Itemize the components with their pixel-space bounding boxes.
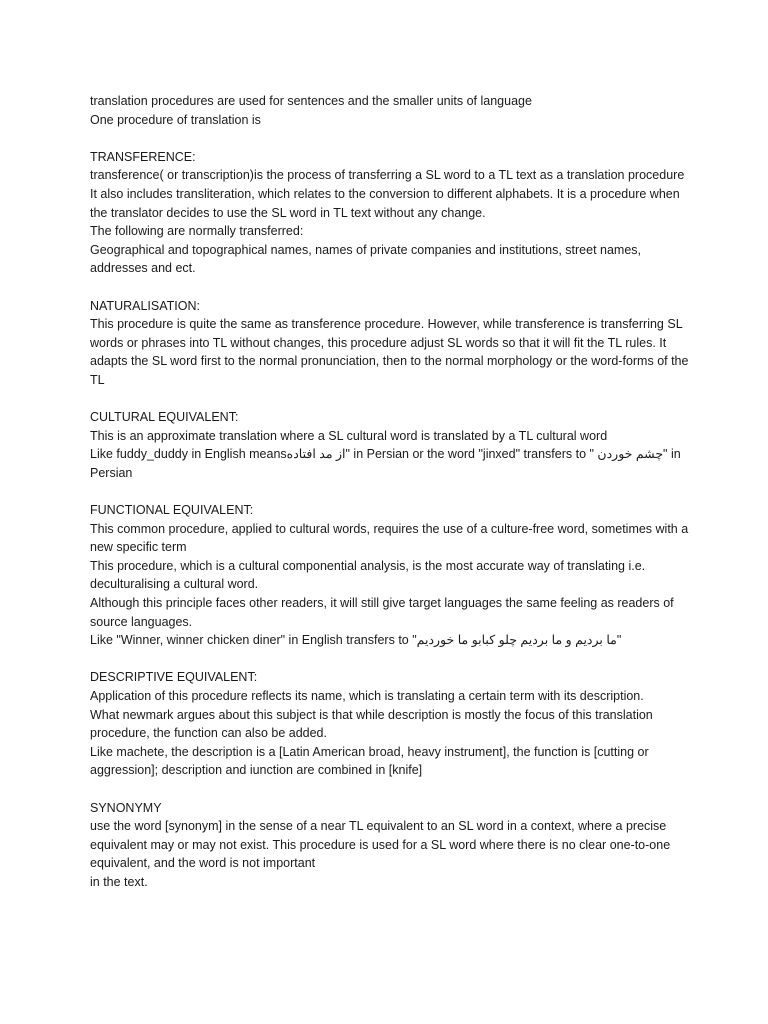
paragraph: What newmark argues about this subject is that while description is mostly the focus of this translation procedure, the function can also be added. — [90, 707, 657, 741]
section-heading-descriptive-equivalent: DESCRIPTIVE EQUIVALENT: — [90, 670, 258, 685]
paragraph: It also includes transliteration, which relates to the conversion to different alphabets. It is a procedure when the translator decides to use the SL word in TL text without any change. — [90, 186, 684, 220]
section-heading-naturalisation: NATURALISATION: — [90, 298, 200, 313]
intro-line: translation procedures are used for sentences and the smaller units of language — [90, 94, 532, 108]
paragraph: This procedure is quite the same as transference procedure. However, while transference is transferring SL words or phrases into TL without changes, this procedure adjust SL words so that it will fit the TL rules. It adapts the SL word first to the normal pronunciation, then to the normal morphology or the word-forms of the TL — [90, 317, 692, 387]
paragraph: Although this principle faces other readers, it will still give target languages the same feeling as readers of source languages. — [90, 596, 678, 629]
paragraph: Like "Winner, winner chicken diner" in English transfers to "ما بردیم و ما بردیم چلو کبابو ما خوردیم" — [90, 633, 622, 648]
paragraph: Like fuddy_duddy in English meansاز مد افتاده" in Persian or the word "jinxed" transfers to " چشم خوردن" in Persian — [90, 447, 685, 480]
paragraph: The following are normally transferred: — [90, 224, 304, 239]
intro-line: One procedure of translation is — [90, 112, 261, 127]
paragraph: in the text. — [90, 874, 148, 889]
paragraph: transference( or transcription)is the process of transferring a SL word to a TL text as a translation procedure — [90, 168, 685, 183]
paragraph: use the word [synonym] in the sense of a near TL equivalent to an SL word in a context, where a precise equivalent may or may not exist. This procedure is used for a SL word where there is no clear one-to-one equivalent, and the word is not important — [90, 819, 674, 871]
paragraph-gap — [90, 780, 690, 799]
section-heading-transference: TRANSFERENCE: — [90, 149, 196, 164]
paragraph-gap — [90, 129, 690, 148]
paragraph: This procedure, which is a cultural componential analysis, is the most accurate way of translating i.e. deculturalising a cultural word. — [90, 558, 649, 592]
paragraph: Application of this procedure reflects its name, which is translating a certain term with its description. — [90, 689, 644, 703]
section-heading-synonymy: SYNONYMY — [90, 800, 162, 815]
paragraph: This is an approximate translation where a SL cultural word is translated by a TL cultural word — [90, 428, 608, 443]
paragraph-gap — [90, 482, 690, 501]
paragraph-gap — [90, 390, 690, 409]
paragraph: Like machete, the description is a [Latin American broad, heavy instrument], the function is [cutting or aggression]; description and iunction are combined in [knife] — [90, 744, 653, 778]
section-heading-cultural-equivalent: CULTURAL EQUIVALENT: — [90, 410, 239, 425]
paragraph-gap — [90, 278, 690, 297]
document-body — [90, 92, 690, 892]
section-heading-functional-equivalent: FUNCTIONAL EQUIVALENT: — [90, 503, 254, 518]
paragraph-gap — [90, 650, 690, 669]
paragraph: This common procedure, applied to cultural words, requires the use of a culture-free word, sometimes with a new specific term — [90, 521, 692, 555]
paragraph: Geographical and topographical names, names of private companies and institutions, street names, addresses and ect. — [90, 242, 645, 276]
